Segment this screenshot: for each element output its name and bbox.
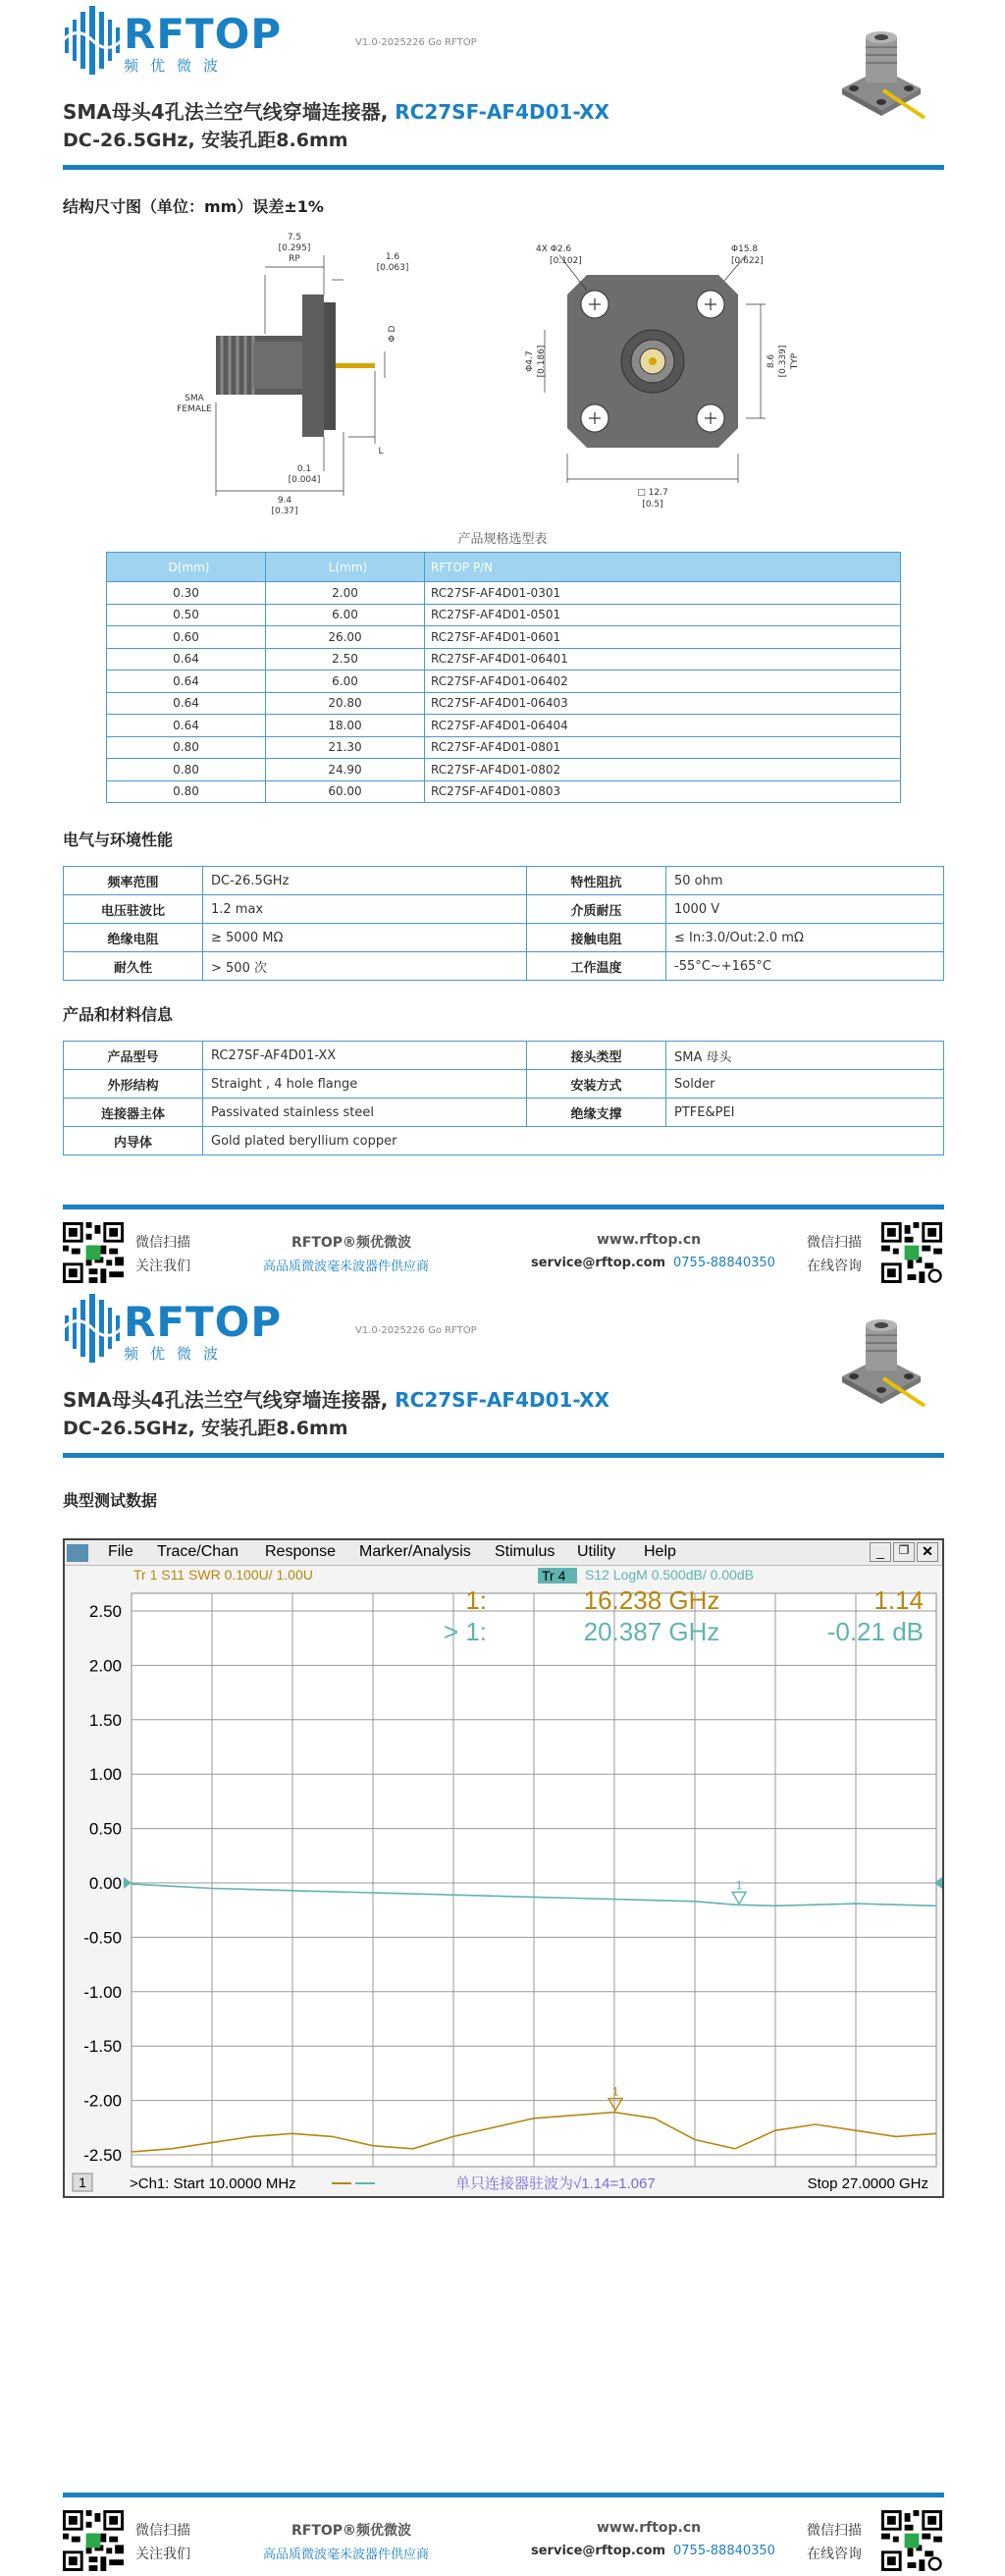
footer-consult: 在线咨询: [807, 1259, 862, 1274]
start-frequency: >Ch1: Start 10.0000 MHz: [130, 2175, 296, 2192]
cell-pn: RC27SF-AF4D01-06401: [425, 648, 901, 671]
cell-l: 20.80: [266, 692, 425, 715]
row-value: PTFE&PEI: [666, 1099, 944, 1127]
row-value: Gold plated beryllium copper: [203, 1127, 944, 1155]
vna-plot: [65, 1566, 942, 2196]
cell-d: 0.60: [107, 626, 266, 649]
row-key: 连接器主体: [64, 1099, 203, 1127]
y-tick-label: 1.00: [88, 1765, 122, 1785]
plot-grid: [124, 1593, 942, 2167]
menu-trace-chan[interactable]: Trace/Chan: [157, 1543, 238, 1560]
dim-phi-4-7-in: [0.186]: [537, 345, 547, 378]
spec-table-header: [107, 553, 901, 582]
cell-l: 6.00: [266, 604, 425, 626]
row-key: 内导体: [64, 1127, 203, 1155]
col-pn: RFTOP P/N: [425, 553, 901, 582]
row-value: -55°C~+165°C: [666, 952, 944, 981]
title-part-number: RC27SF-AF4D01-XX: [395, 100, 609, 124]
marker2-label: > 1:: [443, 1617, 487, 1646]
minimize-icon[interactable]: _: [870, 1542, 891, 1562]
cell-l: 18.00: [266, 715, 425, 737]
dim-7-5-in: [0.295]: [278, 243, 311, 253]
y-tick-label: -2.00: [83, 2091, 122, 2111]
footer-consult-p2: 在线咨询: [807, 2547, 862, 2562]
table-row: [64, 952, 944, 981]
label-female: FEMALE: [177, 404, 212, 414]
cell-pn: RC27SF-AF4D01-0801: [425, 736, 901, 759]
cell-l: 26.00: [266, 626, 425, 649]
marker1-label: 1:: [465, 1585, 487, 1615]
row-key: 外形结构: [64, 1070, 203, 1099]
row-value: SMA 母头: [666, 1042, 944, 1070]
table-row: [107, 604, 901, 626]
section-title-electrical: 电气与环境性能: [63, 831, 174, 849]
row-value: Passivated stainless steel: [203, 1099, 527, 1127]
footer-phone-p2: 0755-88840350: [673, 2544, 775, 2558]
row-key: 耐久性: [64, 952, 203, 981]
table-row: [107, 715, 901, 737]
table-row: [64, 1127, 944, 1155]
logo-text: RFTOP: [124, 10, 283, 58]
dim-1-6-in: [0.063]: [376, 263, 409, 273]
row-value: RC27SF-AF4D01-XX: [203, 1042, 527, 1070]
dim-1-6: 1.6: [385, 252, 400, 262]
trace4-label: S12 LogM 0.500dB/ 0.00dB: [585, 1567, 755, 1583]
footer-follow-p2: 关注我们: [135, 2547, 190, 2562]
trace1-label: Tr 1 S11 SWR 0.100U/ 1.00U: [133, 1567, 313, 1583]
header-rule: [63, 165, 944, 170]
dim-phi-15-8-in: [0.622]: [731, 256, 764, 266]
version-label-p2: V1.0-2025226 Go RFTOP: [355, 1325, 477, 1336]
product-title: [63, 96, 609, 125]
footer-slogan-p2: 高品质微波毫米波器件供应商: [263, 2548, 430, 2562]
front-view: [525, 244, 800, 510]
logo-subtext-p2: 频优微波: [124, 1345, 231, 1363]
menu-stimulus[interactable]: Stimulus: [495, 1543, 555, 1560]
stop-frequency: Stop 27.0000 GHz: [807, 2175, 928, 2192]
menu-help[interactable]: Help: [644, 1543, 676, 1560]
row-key: 绝缘电阻: [64, 924, 203, 952]
footer-follow: 关注我们: [135, 1259, 190, 1274]
rftop-logo-p2: [63, 1294, 283, 1363]
marker2-freq: 20.387 GHz: [583, 1617, 720, 1646]
dim-0-1: 0.1: [296, 464, 312, 474]
marker2-value: -0.21 dB: [826, 1617, 924, 1646]
row-key: 介质耐压: [527, 895, 666, 924]
dim-phi-15-8: Φ15.8: [731, 244, 759, 254]
table-row: [64, 924, 944, 952]
dim-rp: RP: [289, 254, 300, 264]
dim-l: L: [378, 447, 384, 456]
connector-photo: [822, 20, 936, 134]
dim-8-6-in: [0.339]: [778, 345, 788, 378]
footer-rule: [63, 1205, 944, 1209]
row-key: 产品型号: [64, 1042, 203, 1070]
datasheet-page-2: [0, 1288, 1005, 2576]
table-row: [107, 648, 901, 671]
logo-subtext: 频优微波: [124, 57, 231, 75]
footer-wechat-scan: 微信扫描: [135, 1235, 190, 1251]
dim-0-1-in: [0.004]: [288, 475, 321, 485]
col-d: D(mm): [107, 553, 266, 582]
row-key: 绝缘支撑: [527, 1099, 666, 1127]
consult-qr-icon[interactable]: [881, 2510, 942, 2571]
cell-l: 60.00: [266, 780, 425, 803]
logo-text-p2: RFTOP: [124, 1298, 283, 1346]
dimension-drawing: [147, 226, 864, 530]
cell-pn: RC27SF-AF4D01-0802: [425, 759, 901, 781]
cell-pn: RC27SF-AF4D01-0501: [425, 604, 901, 626]
dim-holes-in: [0.102]: [550, 256, 582, 266]
row-value: 1000 V: [666, 895, 944, 924]
row-value: ≤ In:3.0/Out:2.0 mΩ: [666, 924, 944, 952]
row-key: 特性阻抗: [527, 867, 666, 895]
cell-d: 0.50: [107, 604, 266, 626]
section-title-dimensions: 结构尺寸图（单位：mm）误差±1%: [63, 197, 324, 216]
y-tick-label: 0.50: [88, 1819, 122, 1839]
marker1-value: 1.14: [873, 1585, 924, 1615]
footer-email-p2[interactable]: service@rftop.com: [531, 2544, 666, 2558]
cell-d: 0.64: [107, 671, 266, 693]
menu-marker-analysis[interactable]: Marker/Analysis: [359, 1543, 471, 1560]
footer-wechat-scan-2: 微信扫描: [807, 1235, 862, 1251]
title-part-number-p2: RC27SF-AF4D01-XX: [395, 1388, 609, 1412]
footer-website[interactable]: www.rftop.cn: [597, 1232, 702, 1248]
wechat-qr-icon[interactable]: [63, 2510, 124, 2571]
footer-brand: RFTOP®频优微波: [291, 1235, 412, 1251]
connector-photo-p2: [822, 1308, 936, 1422]
restore-icon[interactable]: ❐: [893, 1542, 915, 1562]
row-key: 频率范围: [64, 867, 203, 895]
consult-qr-icon[interactable]: [881, 1222, 942, 1283]
product-subtitle: DC-26.5GHz, 安装孔距8.6mm: [63, 130, 348, 151]
table-row: [64, 1070, 944, 1099]
footer-email[interactable]: service@rftop.com: [531, 1256, 666, 1270]
dim-phi-4-7: Φ4.7: [525, 350, 535, 372]
dim-typ: TYP: [790, 352, 800, 370]
table-row: [64, 1042, 944, 1070]
cell-pn: RC27SF-AF4D01-06404: [425, 715, 901, 737]
table-row: [64, 1099, 944, 1127]
footer-brand-p2: RFTOP®频优微波: [291, 2523, 412, 2539]
vswr-note: 单只连接器驻波为√1.14=1.067: [455, 2175, 656, 2192]
row-key: 电压驻波比: [64, 895, 203, 924]
row-value: ≥ 5000 MΩ: [203, 924, 527, 952]
menu-file[interactable]: File: [108, 1543, 133, 1560]
table-row: [64, 867, 944, 895]
cell-l: 24.90: [266, 759, 425, 781]
cell-d: 0.64: [107, 648, 266, 671]
wechat-qr-icon[interactable]: [63, 1222, 124, 1283]
side-view: [177, 233, 408, 516]
title-prefix-p2: SMA母头4孔法兰空气线穿墙连接器,: [63, 1388, 396, 1412]
y-tick-label: -0.50: [83, 1928, 122, 1948]
spec-table: [106, 552, 901, 803]
y-tick-label: 0.00: [88, 1874, 122, 1893]
electrical-table: [63, 866, 944, 981]
table-row: [107, 780, 901, 803]
y-tick-label: 1.50: [88, 1710, 122, 1730]
marker-number: 1: [611, 2084, 619, 2099]
cell-d: 0.64: [107, 692, 266, 715]
col-l: L(mm): [266, 553, 425, 582]
y-tick-label: 2.50: [88, 1602, 122, 1621]
title-prefix: SMA母头4孔法兰空气线穿墙连接器,: [63, 100, 396, 124]
table-row: [107, 582, 901, 605]
row-key: 接头类型: [527, 1042, 666, 1070]
spec-table-caption: 产品规格选型表: [457, 532, 548, 547]
product-subtitle-p2: DC-26.5GHz, 安装孔距8.6mm: [63, 1418, 348, 1439]
table-row: [107, 671, 901, 693]
cell-d: 0.80: [107, 780, 266, 803]
row-key: 安装方式: [527, 1070, 666, 1099]
y-tick-label: 2.00: [88, 1656, 122, 1676]
y-tick-label: -1.50: [83, 2037, 122, 2057]
product-title-p2: [63, 1384, 609, 1413]
footer: [0, 1218, 1005, 1288]
dim-7-5: 7.5: [287, 233, 302, 242]
cell-l: 2.50: [266, 648, 425, 671]
vna-menu-bar: [65, 1540, 942, 1566]
cell-pn: RC27SF-AF4D01-06402: [425, 671, 901, 693]
table-row: [107, 736, 901, 759]
cell-d: 0.64: [107, 715, 266, 737]
section-title-material: 产品和材料信息: [63, 1005, 174, 1024]
cell-l: 6.00: [266, 671, 425, 693]
footer-phone: 0755-88840350: [673, 1256, 775, 1270]
dim-12-7-in: [0.5]: [642, 500, 663, 510]
version-label: V1.0-2025226 Go RFTOP: [355, 37, 477, 48]
row-value: Straight , 4 hole flange: [203, 1070, 527, 1099]
row-value: 50 ohm: [666, 867, 944, 895]
cell-d: 0.30: [107, 582, 266, 605]
footer-rule-p2: [63, 2493, 944, 2497]
channel-number: 1: [79, 2174, 86, 2190]
vna-app-icon: [67, 1544, 88, 1562]
table-row: [64, 895, 944, 924]
cell-d: 0.80: [107, 759, 266, 781]
dim-8-6: 8.6: [767, 353, 776, 369]
row-value: DC-26.5GHz: [203, 867, 527, 895]
label-sma: SMA: [185, 394, 204, 403]
logo-wave-icon: [63, 1294, 122, 1363]
marker1-freq: 16.238 GHz: [583, 1585, 720, 1615]
footer-p2: [0, 2506, 1005, 2576]
cell-pn: RC27SF-AF4D01-06403: [425, 692, 901, 715]
cell-pn: RC27SF-AF4D01-0803: [425, 780, 901, 803]
row-key: 接触电阻: [527, 924, 666, 952]
dim-holes: 4X Φ2.6: [536, 244, 572, 254]
close-icon[interactable]: ✕: [917, 1542, 938, 1562]
cell-pn: RC27SF-AF4D01-0301: [425, 582, 901, 605]
cell-l: 2.00: [266, 582, 425, 605]
footer-wechat-scan-2-p2: 微信扫描: [807, 2523, 862, 2539]
section-title-test: 典型测试数据: [63, 1491, 158, 1510]
y-tick-label: -1.00: [83, 1982, 122, 2002]
row-key: 工作温度: [527, 952, 666, 981]
marker-number: 1: [735, 1878, 743, 1893]
dim-9-4-in: [0.37]: [271, 507, 298, 516]
y-tick-label: -2.50: [83, 2146, 122, 2165]
cell-pn: RC27SF-AF4D01-0601: [425, 626, 901, 649]
material-table: [63, 1041, 944, 1155]
vna-screenshot: [63, 1538, 944, 2198]
dim-9-4: 9.4: [277, 496, 292, 506]
table-row: [107, 626, 901, 649]
cell-d: 0.80: [107, 736, 266, 759]
trace4-tag: Tr 4: [542, 1568, 566, 1583]
dim-phi-d: Φ D: [388, 325, 397, 343]
dim-12-7: □ 12.7: [637, 488, 668, 498]
table-row: [107, 759, 901, 781]
cell-l: 21.30: [266, 736, 425, 759]
rftop-logo: [63, 6, 283, 75]
footer-slogan: 高品质微波毫米波器件供应商: [263, 1260, 430, 1274]
table-row: [107, 692, 901, 715]
logo-wave-icon: [63, 6, 122, 75]
header-rule-p2: [63, 1453, 944, 1458]
menu-response[interactable]: Response: [265, 1543, 337, 1560]
row-value: > 500 次: [203, 952, 527, 981]
row-value: Solder: [666, 1070, 944, 1099]
menu-utility[interactable]: Utility: [577, 1543, 616, 1560]
footer-website-p2[interactable]: www.rftop.cn: [597, 2520, 702, 2536]
row-value: 1.2 max: [203, 895, 527, 924]
footer-wechat-scan-p2: 微信扫描: [135, 2523, 190, 2539]
